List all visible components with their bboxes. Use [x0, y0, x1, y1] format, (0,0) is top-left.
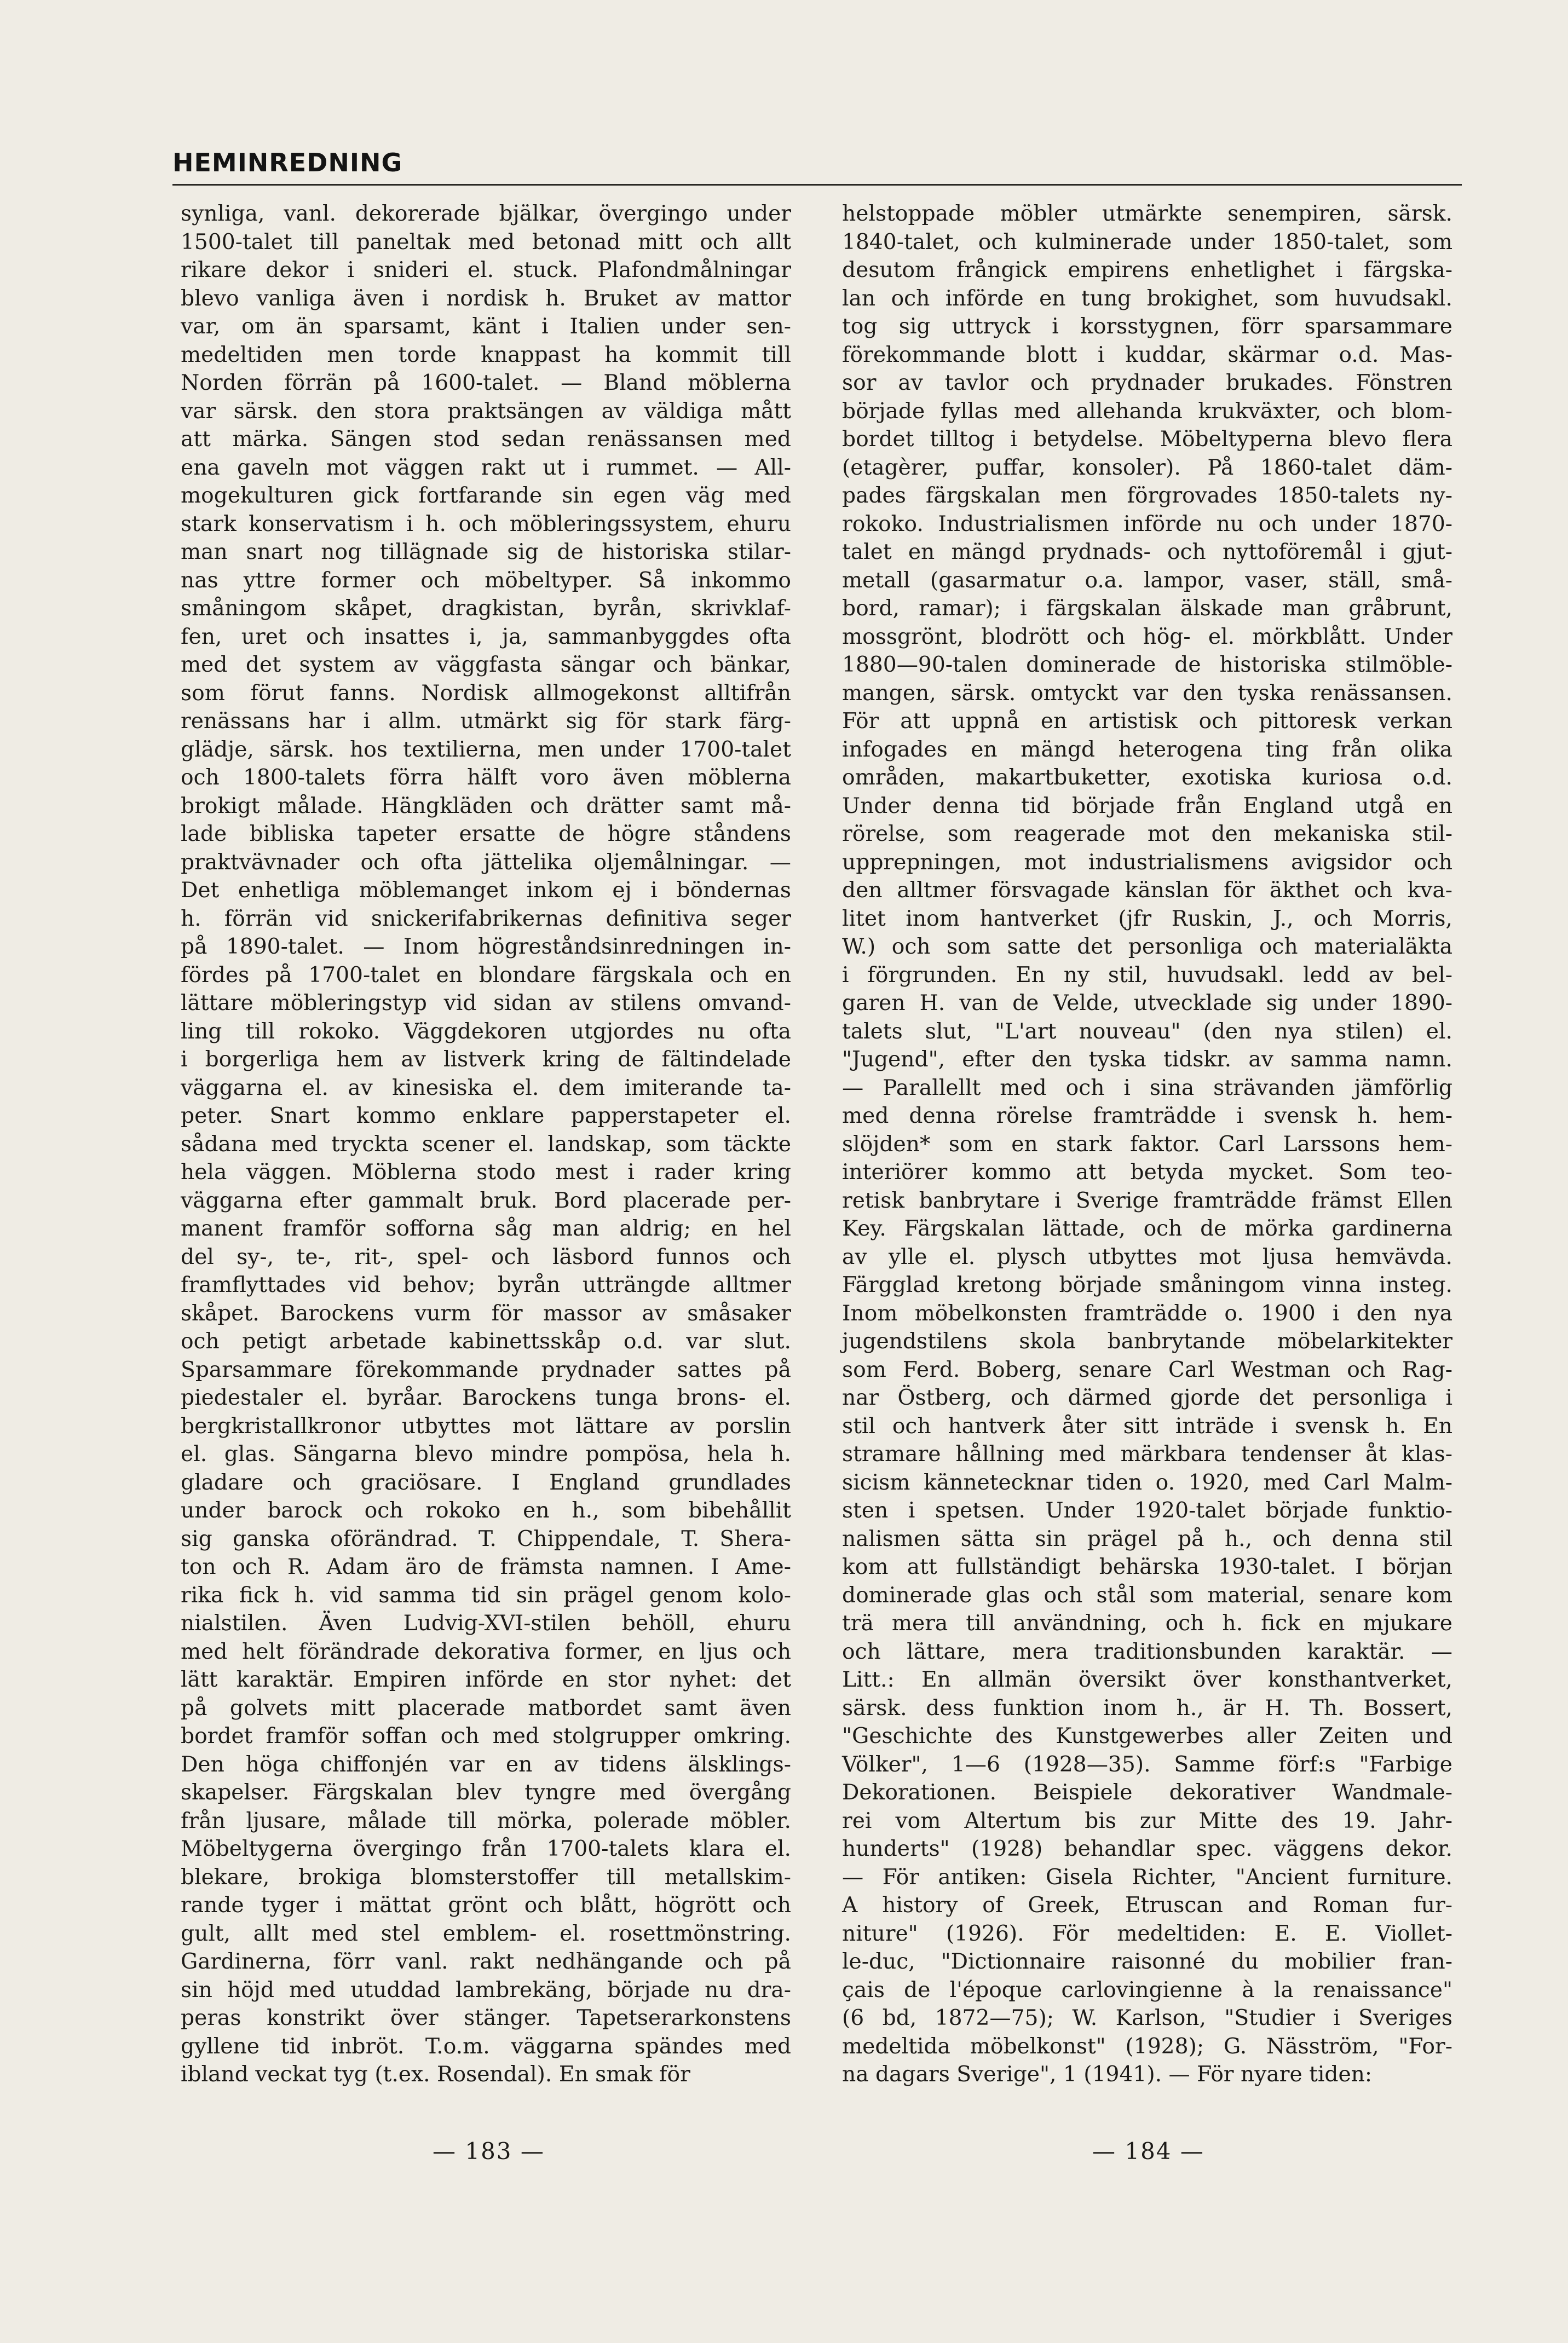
text-line: den alltmer försvagade känslan för äkthet och kva- — [842, 878, 1452, 903]
text-line: del sy-, te-, rit-, spel- och läsbord funnos och — [181, 1244, 791, 1269]
text-line: gult, allt med stel emblem- el. rosettmönstring. — [181, 1921, 791, 1946]
text-line: h. förrän vid snickerifabrikernas definitiva seger — [181, 906, 791, 931]
text-line: blekare, brokiga blomsterstoffer till metallskim- — [181, 1865, 791, 1890]
text-line: framflyttades vid behov; byrån utträngde alltmer — [181, 1273, 791, 1297]
text-line: Völker", 1—6 (1928—35). Samme förf:s "Farbige — [842, 1752, 1452, 1777]
text-line: rika fick h. vid samma tid sin prägel genom kolo- — [181, 1583, 791, 1608]
text-line: rei vom Altertum bis zur Mitte des 19. Jahr- — [842, 1808, 1452, 1833]
text-line: glädje, särsk. hos textilierna, men under 1700-talet — [181, 737, 791, 762]
text-line: rande tyger i mättat grönt och blått, högrött och — [181, 1893, 791, 1918]
text-line: 1880—90-talen dominerade de historiska stilmöble- — [842, 653, 1452, 677]
text-line: var, om än sparsamt, känt i Italien under sen- — [181, 314, 791, 339]
page-number-left: — 183 — — [433, 2138, 545, 2165]
text-line: Det enhetliga möblemanget inkom ej i böndernas — [181, 878, 791, 903]
text-line: pades färgskalan men förgrovades 1850-talets ny- — [842, 483, 1452, 508]
text-line: särsk. dess funktion inom h., är H. Th. Bossert, — [842, 1695, 1452, 1721]
text-line: brokigt målade. Hängkläden och drätter samt må- — [181, 793, 791, 818]
text-line: skåpet. Barockens vurm för massor av småsaker — [181, 1301, 791, 1326]
text-line: sig ganska oförändrad. T. Chippendale, T. Shera- — [181, 1526, 791, 1551]
left-column — [181, 200, 791, 2089]
text-line: niture" (1926). För medeltiden: E. E. Viollet- — [842, 1921, 1452, 1946]
text-line: var särsk. den stora praktsängen av väldiga mått — [181, 399, 791, 424]
text-line: väggarna el. av kinesiska el. dem imiterande ta- — [181, 1075, 791, 1100]
text-line: att märka. Sängen stod sedan renässansen med — [181, 427, 791, 452]
text-line: och lättare, mera traditionsbunden karaktär. — — [842, 1639, 1452, 1664]
text-line: sin höjd med utuddad lambrekäng, började nu dra- — [181, 1977, 791, 2002]
text-line: blevo vanliga även i nordisk h. Bruket av mattor — [181, 286, 791, 311]
text-line: i förgrunden. En ny stil, huvudsakl. ledd av bel- — [842, 962, 1452, 988]
text-line: med helt förändrade dekorativa former, en ljus och — [181, 1639, 791, 1664]
text-line: hela väggen. Möblerna stodo mest i rader kring — [181, 1160, 791, 1185]
text-line: kom att fullständigt behärska 1930-talet. I början — [842, 1555, 1452, 1579]
text-line: väggarna efter gammalt bruk. Bord placerade per- — [181, 1188, 791, 1213]
text-line: ena gaveln mot väggen rakt ut i rummet. — All- — [181, 455, 791, 480]
text-line: bordet tilltog i betydelse. Möbeltyperna blevo flera — [842, 427, 1452, 452]
text-line: "Geschichte des Kunstgewerbes aller Zeiten und — [842, 1724, 1452, 1748]
text-line: mangen, särsk. omtyckt var den tyska renässansen. — [842, 680, 1452, 706]
text-line: Sparsammare förekommande prydnader sattes på — [181, 1357, 791, 1382]
text-line: talets slut, "L'art nouveau" (den nya stilen) el. — [842, 1019, 1452, 1044]
text-line: stark konservatism i h. och möbleringssystem, ehuru — [181, 511, 791, 536]
text-line: man snart nog tillägnade sig de historiska stilar- — [181, 540, 791, 564]
text-line: na dagars Sverige", 1 (1941). — För nyare tiden: — [842, 2062, 1373, 2087]
text-line: talet en mängd prydnads- och nyttoföremål i gjut- — [842, 540, 1452, 564]
header-rule — [172, 184, 1462, 186]
text-line: områden, makartbuketter, exotiska kuriosa o.d. — [842, 765, 1452, 790]
text-line: lättare möbleringstyp vid sidan av stilens omvand- — [181, 991, 791, 1015]
text-line: "Jugend", efter den tyska tidskr. av samma namn. — [842, 1047, 1452, 1072]
text-line: under barock och rokoko en h., som bibehållit — [181, 1498, 791, 1523]
text-line: bergkristallkronor utbyttes mot lättare av porslin — [181, 1413, 791, 1439]
text-line: Litt.: En allmän översikt över konsthantverket, — [842, 1667, 1452, 1692]
text-line: som Ferd. Boberg, senare Carl Westman och Rag- — [842, 1357, 1452, 1382]
text-line: W.) och som satte det personliga och materialäkta — [842, 934, 1452, 959]
text-line: çais de l'époque carlovingienne à la renaissance" — [842, 1977, 1452, 2002]
text-line: trä mera till användning, och h. fick en mjukare — [842, 1611, 1452, 1636]
page-header — [172, 148, 1462, 177]
text-line: bordet framför soffan och med stolgrupper omkring. — [181, 1724, 791, 1748]
text-line: (6 bd, 1872—75); W. Karlson, "Studier i Sveriges — [842, 2006, 1452, 2030]
text-line: jugendstilens skola banbrytande möbelarkitekter — [842, 1329, 1452, 1354]
text-line: 1840-talet, och kulminerade under 1850-talet, som — [842, 229, 1452, 255]
text-line: dominerade glas och stål som material, senare kom — [842, 1583, 1452, 1608]
text-line: ibland veckat tyg (t.ex. Rosendal). En smak för — [181, 2062, 690, 2087]
text-line: i borgerliga hem av listverk kring de fältindelade — [181, 1047, 791, 1072]
text-line: Den höga chiffonjén var en av tidens älsklings- — [181, 1752, 791, 1777]
text-line: mossgrönt, blodrött och hög- el. mörkblått. Under — [842, 624, 1452, 649]
text-line: peras konstrikt över stänger. Tapetserarkonstens — [181, 2006, 791, 2030]
text-line: Gardinerna, förr vanl. rakt nedhängande och på — [181, 1949, 791, 1974]
page-number-right: — 184 — — [1092, 2138, 1204, 2165]
text-line: nar Östberg, och därmed gjorde det personliga i — [842, 1386, 1452, 1410]
text-line: nas yttre former och möbeltyper. Så inkommo — [181, 568, 791, 593]
text-line: från ljusare, målade till mörka, polerade möbler. — [181, 1808, 791, 1833]
text-line: — För antiken: Gisela Richter, "Ancient furniture. — [842, 1865, 1452, 1890]
text-line: med denna rörelse framträdde i svensk h. hem- — [842, 1104, 1452, 1128]
text-line: rörelse, som reagerade mot den mekaniska stil- — [842, 822, 1452, 846]
text-line: mogekulturen gick fortfarande sin egen väg med — [181, 483, 791, 508]
text-line: småningom skåpet, dragkistan, byrån, skrivklaf- — [181, 596, 791, 621]
text-line: infogades en mängd heterogena ting från olika — [842, 737, 1452, 762]
text-line: medeltiden men torde knappast ha kommit till — [181, 342, 791, 367]
text-line: garen H. van de Velde, utvecklade sig under 1890- — [842, 991, 1452, 1015]
text-line: Norden förrän på 1600-talet. — Bland möblerna — [181, 371, 791, 395]
text-line: nalismen sätta sin prägel på h., och denna stil — [842, 1526, 1452, 1551]
text-line: retisk banbrytare i Sverige framträdde främst Ellen — [842, 1188, 1452, 1213]
text-line: Färgglad kretong började småningom vinna insteg. — [842, 1273, 1452, 1297]
text-line: peter. Snart kommo enklare papperstapeter el. — [181, 1104, 791, 1128]
text-line: som förut fanns. Nordisk allmogekonst alltifrån — [181, 680, 791, 706]
text-line: rokoko. Industrialismen införde nu och under 1870- — [842, 511, 1452, 536]
text-line: stil och hantverk åter sitt inträde i svensk h. En — [842, 1413, 1452, 1439]
text-line: renässans har i allm. utmärkt sig för stark färg- — [181, 709, 791, 734]
text-line: piedestaler el. byråar. Barockens tunga brons- el. — [181, 1386, 791, 1410]
text-line: gyllene tid inbröt. T.o.m. väggarna spändes med — [181, 2034, 791, 2059]
text-line: praktvävnader och ofta jättelika oljemålningar. — — [181, 850, 791, 875]
text-line: desutom frångick empirens enhetlighet i färgska- — [842, 258, 1452, 282]
text-line: sicism kännetecknar tiden o. 1920, med Carl Malm- — [842, 1470, 1452, 1495]
text-line: Under denna tid började från England utgå en — [842, 793, 1452, 818]
text-line: litet inom hantverket (jfr Ruskin, J., och Morris, — [842, 906, 1452, 931]
text-line: (etagèrer, puffar, konsoler). På 1860-talet däm- — [842, 455, 1452, 480]
text-line: rikare dekor i snideri el. stuck. Plafondmålningar — [181, 258, 791, 282]
text-line: sor av tavlor och prydnader brukades. Fönstren — [842, 371, 1452, 395]
text-line: fen, uret och insattes i, ja, sammanbyggdes ofta — [181, 624, 791, 649]
text-line: lan och införde en tung brokighet, som huvudsakl. — [842, 286, 1452, 311]
text-line: Key. Färgskalan lättade, och de mörka gardinerna — [842, 1216, 1452, 1241]
text-line: började fyllas med allehanda krukväxter, och blom- — [842, 399, 1452, 424]
text-line: interiörer kommo att betyda mycket. Som teo- — [842, 1160, 1452, 1185]
text-line: tog sig uttryck i korsstygnen, förr sparsammare — [842, 314, 1452, 339]
text-line: lade bibliska tapeter ersatte de högre ståndens — [181, 822, 791, 846]
text-line: av ylle el. plysch utbyttes mot ljusa hemvävda. — [842, 1244, 1452, 1269]
text-line: sten i spetsen. Under 1920-talet började funktio- — [842, 1498, 1452, 1523]
running-head: HEMINREDNING — [172, 148, 403, 177]
text-line: helstoppade möbler utmärkte senempiren, särsk. — [842, 201, 1452, 226]
text-line: — Parallellt med och i sina strävanden jämförlig — [842, 1075, 1452, 1100]
text-line: el. glas. Sängarna blevo mindre pompösa, hela h. — [181, 1442, 791, 1467]
text-line: le-duc, "Dictionnaire raisonné du mobilier fran- — [842, 1949, 1452, 1974]
text-line: hunderts" (1928) behandlar spec. väggens dekor. — [842, 1837, 1452, 1861]
text-line: 1500-talet till paneltak med betonad mitt och allt — [181, 229, 791, 255]
text-line: på 1890-talet. — Inom högreståndsinredningen in- — [181, 934, 791, 959]
text-line: på golvets mitt placerade matbordet samt även — [181, 1695, 791, 1721]
text-line: och petigt arbetade kabinettsskåp o.d. var slut. — [181, 1329, 791, 1354]
text-line: Inom möbelkonsten framträdde o. 1900 i den nya — [842, 1301, 1452, 1326]
text-line: Möbeltygerna övergingo från 1700-talets klara el. — [181, 1837, 791, 1861]
text-line: gladare och graciösare. I England grundlades — [181, 1470, 791, 1495]
text-line: slöjden* som en stark faktor. Carl Larssons hem- — [842, 1132, 1452, 1157]
text-line: nialstilen. Även Ludvig-XVI-stilen behöll, ehuru — [181, 1611, 791, 1636]
text-line: bord, ramar); i färgskalan älskade man gråbrunt, — [842, 596, 1452, 621]
text-line: ling till rokoko. Väggdekoren utgjordes nu ofta — [181, 1019, 791, 1044]
text-line: sådana med tryckta scener el. landskap, som täckte — [181, 1132, 791, 1157]
text-line: metall (gasarmatur o.a. lampor, vaser, ställ, små- — [842, 568, 1452, 593]
text-line: upprepningen, mot industrialismens avigsidor och — [842, 850, 1452, 875]
text-line: lätt karaktär. Empiren införde en stor nyhet: det — [181, 1667, 791, 1692]
text-line: A history of Greek, Etruscan and Roman fur- — [842, 1893, 1452, 1918]
text-line: stramare hållning med märkbara tendenser åt klas- — [842, 1442, 1452, 1467]
text-line: manent framför sofforna såg man aldrig; en hel — [181, 1216, 791, 1241]
text-line: fördes på 1700-talet en blondare färgskala och en — [181, 962, 791, 988]
right-column — [842, 200, 1452, 2089]
text-line: med det system av väggfasta sängar och bänkar, — [181, 653, 791, 677]
text-line: skapelser. Färgskalan blev tyngre med övergång — [181, 1780, 791, 1805]
text-line: Dekorationen. Beispiele dekorativer Wandmale- — [842, 1780, 1452, 1805]
text-line: synliga, vanl. dekorerade bjälkar, övergingo under — [181, 201, 791, 226]
text-line: För att uppnå en artistisk och pittoresk verkan — [842, 709, 1452, 734]
text-line: ton och R. Adam äro de främsta namnen. I Ame- — [181, 1555, 791, 1579]
text-line: förekommande blott i kuddar, skärmar o.d. Mas- — [842, 342, 1452, 367]
text-line: och 1800-talets förra hälft voro även möblerna — [181, 765, 791, 790]
text-line: medeltida möbelkonst" (1928); G. Näsström, "For- — [842, 2034, 1452, 2059]
